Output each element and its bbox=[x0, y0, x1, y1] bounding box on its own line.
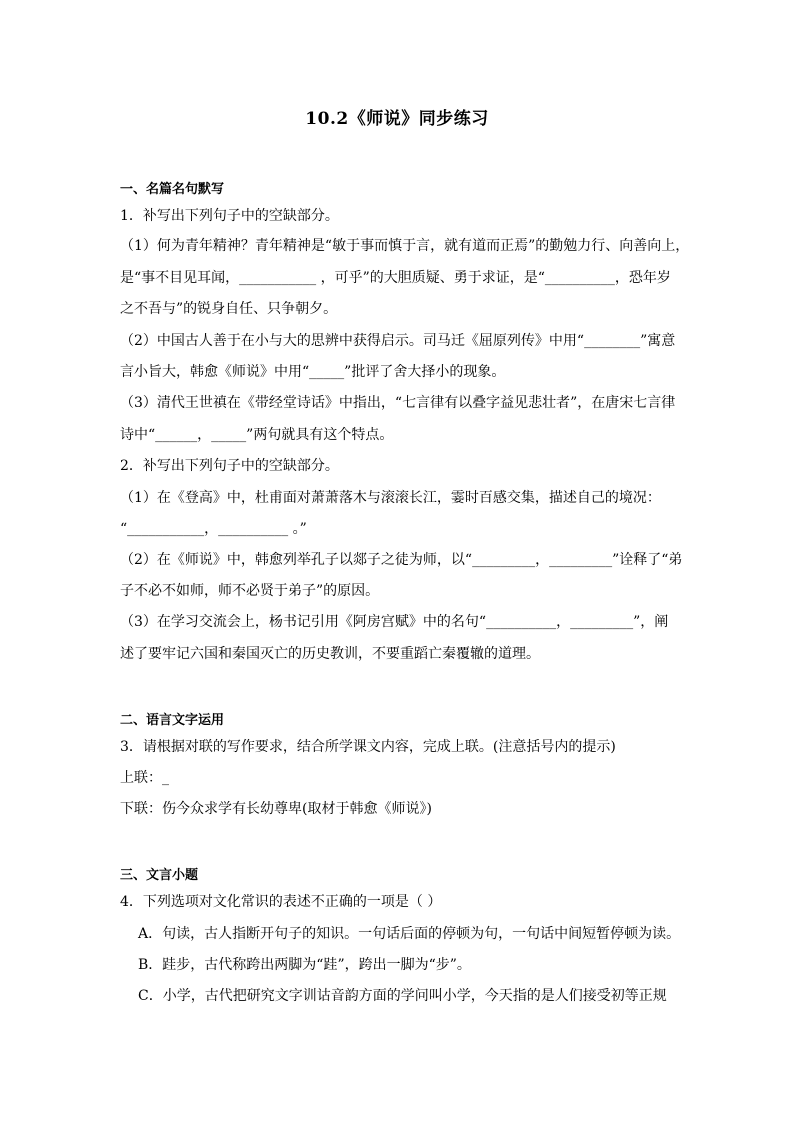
question-1-part-3-line-2: 诗中“______，_____”两句就具有这个特点。 bbox=[120, 427, 394, 443]
question-1-part-1-line-1: （1）何为青年精神？青年精神是“敏于事而慎于言，就有道而正焉”的勤勉力行、向善向上， bbox=[120, 238, 690, 254]
question-2-part-2-line-1: （2）在《师说》中，韩愈列举孔子以郯子之徒为师，以“_________，_________”诠释了“弟 bbox=[120, 552, 683, 568]
question-2-part-3-line-1: （3）在学习交流会上，杨书记引用《阿房宫赋》中的名句“__________，_________”，阐 bbox=[120, 614, 669, 630]
question-1-part-3-line-1: （3）清代王世禛在《带经堂诗话》中指出，“七言律有以叠字益见悲壮者”，在唐宋七言律 bbox=[120, 395, 676, 411]
page-title: 10.2《师说》同步练习 bbox=[305, 109, 489, 129]
question-2-part-1-line-1: （1）在《登高》中，杜甫面对萧萧落木与滚滚长江，霎时百感交集，描述自己的境况： bbox=[120, 490, 661, 506]
question-2-part-3-line-2: 述了要牢记六国和秦国灭亡的历史教训，不要重蹈亡秦覆辙的道理。 bbox=[120, 646, 540, 662]
section-heading-3: 三、文言小题 bbox=[120, 868, 199, 883]
question-3-stem: 3．请根据对联的写作要求，结合所学课文内容，完成上联。(注意括号内的提示) bbox=[120, 739, 616, 755]
question-2-stem: 2．补写出下列句子中的空缺部分。 bbox=[120, 458, 339, 474]
section-heading-2: 二、语言文字运用 bbox=[120, 713, 225, 728]
question-3-lower-couplet: 下联：伤今众求学有长幼尊卑(取材于韩愈《师说》) bbox=[120, 801, 432, 817]
question-3-upper-couplet: 上联：_ bbox=[120, 770, 169, 786]
question-4-stem: 4．下列选项对文化常识的表述不正确的一项是（ ） bbox=[120, 894, 442, 910]
question-1-part-2-line-1: （2）中国古人善于在小与大的思辨中获得启示。司马迁《屈原列传》中用“________”寓意 bbox=[120, 333, 676, 349]
question-4-option-c: C．小学，古代把研究文字训诂音韵方面的学问叫小学，今天指的是人们接受初等正规 bbox=[138, 988, 667, 1004]
question-4-option-a: A．句读，古人指断开句子的知识。一句话后面的停顿为句，一句话中间短暂停顿为读。 bbox=[138, 926, 681, 942]
section-heading-1: 一、名篇名句默写 bbox=[120, 182, 225, 197]
question-2-part-1-line-2: “___________，__________ 。” bbox=[120, 521, 307, 537]
question-4-option-b: B．跬步，古代称跨出两脚为“跬”，跨出一脚为“步”。 bbox=[138, 957, 471, 973]
question-1-part-2-line-2: 言小旨大，韩愈《师说》中用“_____”批评了舍大择小的现象。 bbox=[120, 364, 506, 380]
question-2-part-2-line-2: 子不必不如师，师不必贤于弟子”的原因。 bbox=[120, 583, 380, 599]
question-1-part-1-line-2: 是“事不目见耳闻，___________ ，可乎”的大胆质疑、勇于求证，是“__________，恐年岁 bbox=[120, 270, 671, 286]
question-1-part-1-line-3: 之不吾与”的锐身自任、只争朝夕。 bbox=[120, 301, 338, 317]
question-1-stem: 1．补写出下列句子中的空缺部分。 bbox=[120, 208, 339, 224]
